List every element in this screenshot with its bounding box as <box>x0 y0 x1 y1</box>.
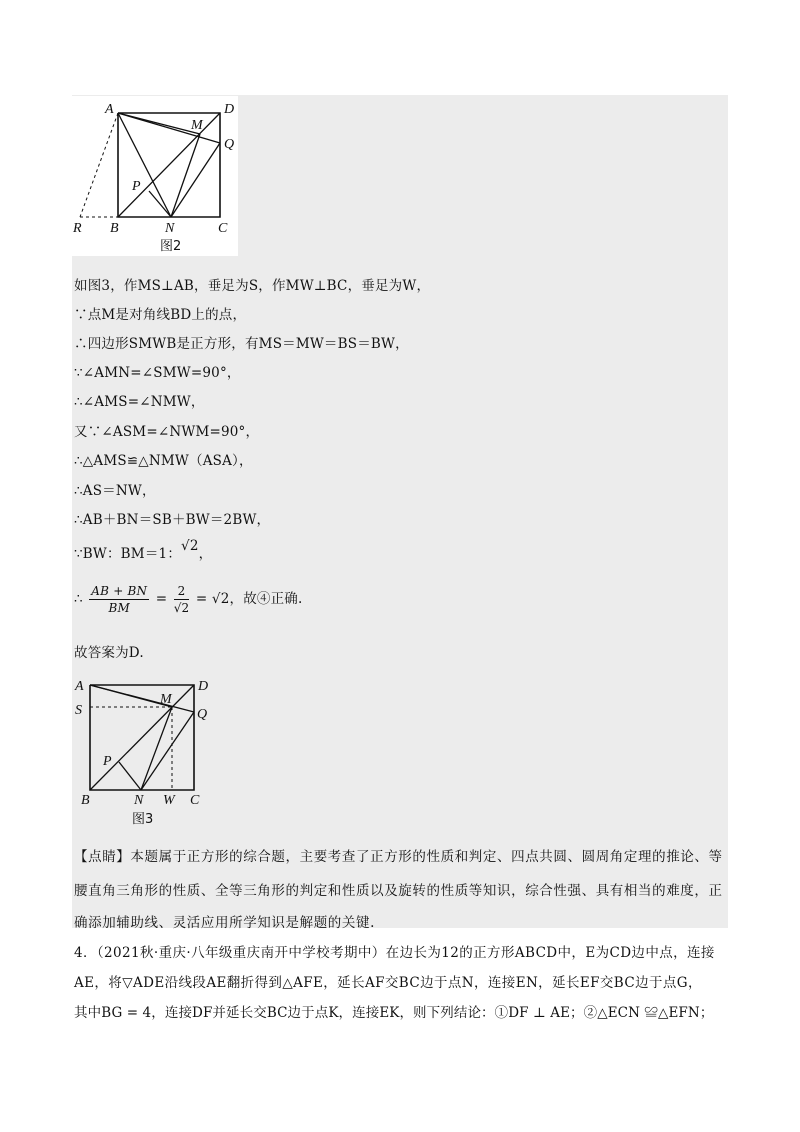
solution-line-3: ∴四边形SMWB是正方形，有MS＝MW＝BS＝BW， <box>74 336 409 352</box>
fig3-caption: 图3 <box>132 812 154 827</box>
fig2-label-a: A <box>105 102 114 117</box>
fig3-label-q: Q <box>197 707 208 722</box>
fig3-label-m: M <box>160 692 172 707</box>
comment-line-3: 确添加辅助线、灵活应用所学知识是解题的关键. <box>74 915 375 931</box>
fig3-label-n: N <box>134 793 144 808</box>
figure-2-diagram <box>72 96 238 256</box>
fig2-label-p: P <box>132 179 141 194</box>
solution-line-12: 故答案为D. <box>74 645 144 661</box>
fig2-label-m: M <box>191 118 203 133</box>
fig2-label-c: C <box>218 221 228 236</box>
fraction2-denominator: √2 <box>173 601 190 615</box>
solution-line-7: ∴△AMS≌△NMW（ASA）， <box>74 453 253 469</box>
fig2-label-n: N <box>165 221 175 236</box>
solution-line-9: ∴AB＋BN＝SB＋BW＝2BW， <box>74 512 271 528</box>
fig3-label-p: P <box>103 754 112 769</box>
fraction-denominator: BM <box>108 601 130 615</box>
solution-line-5: ∴∠AMS=∠NMW， <box>74 394 205 410</box>
solution-line-10 <box>74 538 213 562</box>
solution-line-4: ∵∠AMN=∠SMW=90°， <box>74 365 241 381</box>
fig3-label-s: S <box>75 703 82 718</box>
fraction-numerator: AB + BN <box>91 584 148 598</box>
question-4-line-2: AE，将▽ADE沿线段AE翻折得到△AFE，延长AF交BC边于点N，连接EN，延长EF交BC边于点G， <box>74 975 702 991</box>
question-4-line-1: 4．（2021秋·重庆·八年级重庆南开中学校考期中）在边长为12的正方形ABCD中，E为CD边中点，连接 <box>74 945 715 961</box>
fig2-label-d: D <box>224 102 235 117</box>
question-4-line-3: 其中BG = 4，连接DF并延长交BC边于点K，连接EK，则下列结论：①DF ⊥ AE；②△ECN ≌△EFN； <box>74 1005 714 1021</box>
solution-line-1: 如图3，作MS⊥AB，垂足为S，作MW⊥BC，垂足为W， <box>74 278 431 294</box>
line10-prefix: ∵BW：BM＝1： <box>74 546 182 562</box>
fraction-2-over-sqrt2 <box>174 584 190 615</box>
fig2-label-r: R <box>73 221 82 236</box>
line11-suffix: ，故④正确. <box>229 591 303 607</box>
figure-3-diagram <box>72 672 222 832</box>
line10-sqrt: √2 <box>181 538 199 554</box>
fig3-label-d: D <box>198 679 209 694</box>
fig2-label-b: B <box>110 221 119 236</box>
fig2-label-q: Q <box>224 137 235 152</box>
solution-line-11 <box>74 584 303 615</box>
fig2-caption: 图2 <box>160 239 182 254</box>
fig3-label-w: W <box>163 793 175 808</box>
line10-suffix: ， <box>198 546 213 562</box>
fraction-ab-bn-over-bm <box>89 584 149 615</box>
fig3-label-b: B <box>81 793 90 808</box>
line11-therefore: ∴ <box>74 591 83 607</box>
fig3-label-a: A <box>75 679 84 694</box>
line11-equals-2: = √2 <box>195 591 230 607</box>
comment-line-1: 【点睛】本题属于正方形的综合题，主要考查了正方形的性质和判定、四点共圆、圆周角定理的推论、等 <box>74 849 723 865</box>
fig3-label-c: C <box>190 793 200 808</box>
comment-line-2: 腰直角三角形的性质、全等三角形的判定和性质以及旋转的性质等知识，综合性强、具有相当的难度，正 <box>74 883 723 899</box>
solution-line-6: 又∵∠ASM=∠NWM=90°， <box>74 424 260 440</box>
solution-line-2: ∵点M是对角线BD上的点， <box>74 307 247 323</box>
solution-line-8: ∴AS＝NW， <box>74 483 156 499</box>
fraction2-numerator: 2 <box>174 584 190 600</box>
line11-equals-1: = <box>155 591 168 607</box>
